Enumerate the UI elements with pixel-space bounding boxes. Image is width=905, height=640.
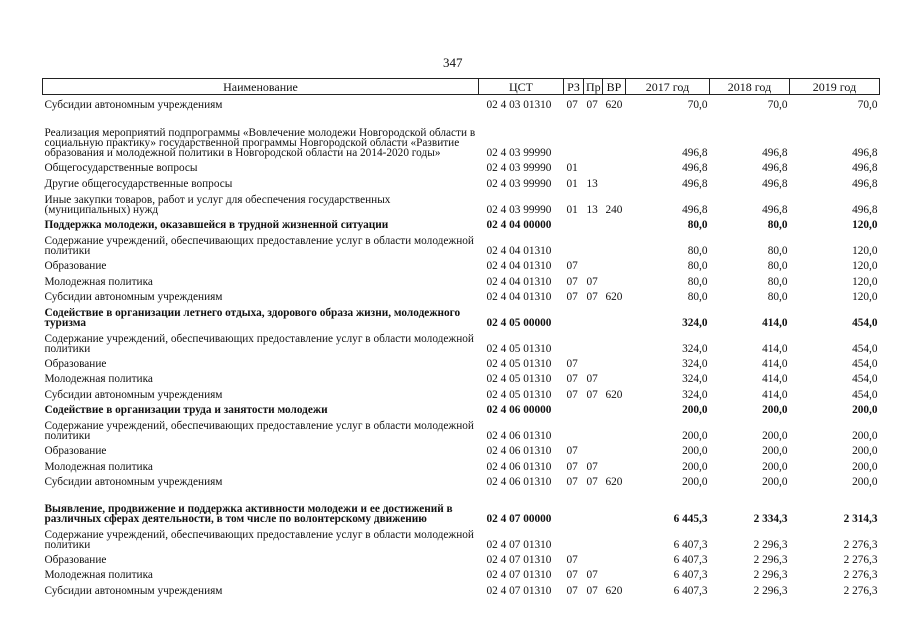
cell-cst: 02 4 07 01310 [486, 584, 552, 597]
cell-2018: 2 296,3 [753, 584, 788, 597]
cell-rz: 07 [566, 275, 578, 288]
cell-2018: 2 296,3 [753, 553, 788, 566]
cell-rz [564, 230, 584, 256]
cell-rz [564, 400, 584, 415]
cell-cst: 02 4 05 01310 [486, 357, 552, 370]
cell-2017: 6 407,3 [673, 584, 708, 597]
cell-2018: 2 334,3 [753, 512, 788, 525]
cell-pr [584, 487, 603, 524]
cell-cst: 02 4 06 01310 [486, 460, 552, 473]
cell-2018: 496,8 [762, 146, 788, 159]
cell-vr [603, 328, 626, 354]
table-row [43, 441, 880, 456]
cell-2017: 200,0 [682, 404, 708, 417]
cell-cst: 02 4 04 01310 [486, 260, 552, 273]
cell-2018: 200,0 [762, 445, 788, 458]
cell-pr: 13 [586, 177, 598, 190]
table-row [43, 369, 880, 384]
cell-pr [584, 354, 603, 369]
cell-2017: 324,0 [682, 388, 708, 401]
cell-2019: 200,0 [852, 429, 878, 442]
cell-2017: 200,0 [682, 476, 708, 489]
cell-name: Содействие в организации летнего отдыха, здорового образа жизни, молодежного туризма [44, 306, 461, 329]
cell-name: Образование [44, 445, 107, 458]
cell-vr [603, 271, 626, 286]
cell-name: Содержание учреждений, обеспечивающих предоставление услуг в области молодежной политики [44, 234, 474, 257]
cell-vr: 240 [605, 203, 623, 216]
cell-cst: 02 4 07 00000 [486, 512, 552, 525]
cell-2019: 454,0 [852, 342, 878, 355]
cell-2018: 496,8 [762, 203, 788, 216]
cell-vr [603, 487, 626, 524]
cell-cst: 02 4 07 01310 [486, 538, 552, 551]
cell-vr [603, 173, 626, 188]
cell-name: Молодежная политика [44, 460, 153, 473]
cell-name: Иные закупки товаров, работ и услуг для обеспечения государственных (муниципальных) нужд [44, 193, 391, 216]
cell-2019: 496,8 [852, 203, 878, 216]
cell-rz: 07 [566, 373, 578, 386]
cell-pr [584, 110, 603, 158]
cell-2019: 496,8 [852, 162, 878, 175]
cell-2019: 200,0 [852, 476, 878, 489]
cell-2019: 496,8 [852, 177, 878, 190]
cell-rz: 07 [566, 290, 578, 303]
table-row [43, 487, 880, 524]
cell-2019: 454,0 [852, 388, 878, 401]
cell-2018: 200,0 [762, 476, 788, 489]
cell-pr [584, 302, 603, 328]
cell-pr [584, 524, 603, 550]
header-pr: Пр [584, 79, 603, 95]
cell-2017: 6 407,3 [673, 569, 708, 582]
cell-pr: 07 [586, 275, 598, 288]
cell-cst: 02 4 03 99990 [486, 203, 552, 216]
cell-vr: 620 [605, 388, 623, 401]
cell-cst: 02 4 04 01310 [486, 290, 552, 303]
table-row [43, 384, 880, 399]
cell-vr [603, 256, 626, 271]
cell-pr: 07 [586, 584, 598, 597]
table-row [43, 287, 880, 302]
cell-2019: 120,0 [852, 260, 878, 273]
cell-name: Поддержка молодежи, оказавшейся в трудной жизненной ситуации [44, 218, 389, 231]
table-row [43, 215, 880, 230]
cell-rz: 07 [566, 460, 578, 473]
cell-name: Содержание учреждений, обеспечивающих предоставление услуг в области молодежной политики [44, 332, 474, 355]
cell-vr [603, 441, 626, 456]
cell-2017: 80,0 [687, 275, 708, 288]
cell-2019: 70,0 [857, 99, 878, 112]
cell-2017: 80,0 [687, 244, 708, 257]
cell-cst: 02 4 06 01310 [486, 429, 552, 442]
cell-vr: 620 [605, 290, 623, 303]
table-row [43, 110, 880, 158]
cell-2019: 2 276,3 [843, 538, 878, 551]
table-row [43, 580, 880, 595]
cell-2019: 2 276,3 [843, 569, 878, 582]
cell-vr [603, 230, 626, 256]
cell-pr [584, 230, 603, 256]
cell-2018: 496,8 [762, 177, 788, 190]
cell-name: Содействие в организации труда и занятости молодежи [44, 404, 328, 417]
cell-2018: 2 296,3 [753, 538, 788, 551]
cell-vr [603, 415, 626, 441]
table-row [43, 456, 880, 471]
cell-name: Молодежная политика [44, 275, 153, 288]
cell-cst: 02 4 05 00000 [486, 316, 552, 329]
table-row [43, 472, 880, 487]
cell-2017: 70,0 [687, 99, 708, 112]
cell-cst: 02 4 06 00000 [486, 404, 552, 417]
table-row [43, 565, 880, 580]
cell-name: Другие общегосударственные вопросы [44, 177, 233, 190]
table-row [43, 400, 880, 415]
cell-2017: 324,0 [682, 357, 708, 370]
cell-cst: 02 4 03 99990 [486, 146, 552, 159]
cell-2017: 496,8 [682, 203, 708, 216]
header-2017: 2017 год [626, 79, 710, 95]
header-cst: ЦСТ [479, 79, 564, 95]
cell-rz [564, 328, 584, 354]
cell-pr: 13 [586, 203, 598, 216]
cell-vr: 620 [605, 476, 623, 489]
cell-rz: 07 [566, 553, 578, 566]
cell-2018: 414,0 [762, 342, 788, 355]
cell-pr [584, 400, 603, 415]
cell-rz [564, 215, 584, 230]
table-row [43, 230, 880, 256]
cell-vr [603, 400, 626, 415]
budget-table [42, 78, 880, 596]
header-vr: ВР [603, 79, 626, 95]
cell-pr: 07 [586, 99, 598, 112]
cell-name: Молодежная политика [44, 569, 153, 582]
cell-2017: 200,0 [682, 460, 708, 473]
cell-pr [584, 441, 603, 456]
cell-name: Образование [44, 553, 107, 566]
cell-2017: 200,0 [682, 445, 708, 458]
cell-cst: 02 4 03 01310 [486, 99, 552, 112]
cell-2019: 2 276,3 [843, 553, 878, 566]
cell-vr: 620 [605, 99, 623, 112]
header-2019: 2019 год [790, 79, 880, 95]
cell-2018: 496,8 [762, 162, 788, 175]
table-row [43, 524, 880, 550]
cell-pr: 07 [586, 460, 598, 473]
cell-vr [603, 550, 626, 565]
table-body [43, 95, 880, 596]
table-row [43, 550, 880, 565]
cell-2018: 80,0 [767, 275, 788, 288]
cell-name: Субсидии автономным учреждениям [44, 476, 223, 489]
table-row [43, 173, 880, 188]
cell-pr [584, 256, 603, 271]
cell-2019: 120,0 [852, 275, 878, 288]
cell-2017: 80,0 [687, 290, 708, 303]
cell-rz [564, 302, 584, 328]
cell-cst: 02 4 07 01310 [486, 569, 552, 582]
table-header-row [43, 79, 880, 95]
cell-vr [603, 354, 626, 369]
cell-2019: 2 276,3 [843, 584, 878, 597]
cell-name: Молодежная политика [44, 373, 153, 386]
cell-cst: 02 4 04 01310 [486, 244, 552, 257]
cell-cst: 02 4 03 99990 [486, 177, 552, 190]
cell-2018: 200,0 [762, 404, 788, 417]
header-rz: РЗ [564, 79, 584, 95]
cell-2017: 6 445,3 [673, 512, 708, 525]
cell-2017: 324,0 [682, 373, 708, 386]
cell-rz: 01 [566, 162, 578, 175]
table-row [43, 328, 880, 354]
cell-rz [564, 487, 584, 524]
cell-cst: 02 4 05 01310 [486, 342, 552, 355]
cell-2017: 496,8 [682, 177, 708, 190]
cell-pr: 07 [586, 476, 598, 489]
cell-name: Выявление, продвижение и поддержка активности молодежи и ее достижений в различных сферах деятельности, в том числе по волонтерскому движению [44, 502, 453, 525]
cell-vr [603, 456, 626, 471]
table-row [43, 256, 880, 271]
cell-vr [603, 158, 626, 173]
cell-cst: 02 4 04 01310 [486, 275, 552, 288]
cell-vr [603, 302, 626, 328]
cell-rz: 07 [566, 445, 578, 458]
cell-rz: 07 [566, 476, 578, 489]
cell-cst: 02 4 06 01310 [486, 445, 552, 458]
cell-2019: 454,0 [852, 316, 878, 329]
cell-2019: 2 314,3 [843, 512, 878, 525]
cell-2018: 414,0 [762, 316, 788, 329]
cell-name: Содержание учреждений, обеспечивающих предоставление услуг в области молодежной политики [44, 528, 474, 551]
cell-2018: 80,0 [767, 218, 788, 231]
cell-vr [603, 215, 626, 230]
cell-2018: 70,0 [767, 99, 788, 112]
cell-vr [603, 369, 626, 384]
cell-2017: 200,0 [682, 429, 708, 442]
cell-pr [584, 415, 603, 441]
table-row [43, 302, 880, 328]
page-number: 347 [443, 55, 463, 70]
cell-2018: 80,0 [767, 244, 788, 257]
cell-2019: 454,0 [852, 357, 878, 370]
table-row [43, 354, 880, 369]
cell-2018: 414,0 [762, 357, 788, 370]
cell-2017: 80,0 [687, 260, 708, 273]
cell-2017: 80,0 [687, 218, 708, 231]
cell-2019: 454,0 [852, 373, 878, 386]
cell-2018: 414,0 [762, 388, 788, 401]
header-name: Наименование [43, 79, 479, 95]
cell-cst: 02 4 07 01310 [486, 553, 552, 566]
cell-pr: 07 [586, 569, 598, 582]
cell-2019: 120,0 [852, 244, 878, 257]
cell-name: Общегосударственные вопросы [44, 162, 198, 175]
cell-rz: 07 [566, 569, 578, 582]
cell-cst: 02 4 03 99990 [486, 162, 552, 175]
cell-pr: 07 [586, 290, 598, 303]
cell-vr [603, 110, 626, 158]
cell-2018: 414,0 [762, 373, 788, 386]
cell-2017: 496,8 [682, 162, 708, 175]
cell-rz: 07 [566, 388, 578, 401]
cell-vr [603, 524, 626, 550]
cell-rz: 07 [566, 99, 578, 112]
cell-cst: 02 4 05 01310 [486, 373, 552, 386]
cell-2018: 80,0 [767, 290, 788, 303]
cell-2017: 324,0 [682, 342, 708, 355]
cell-name: Образование [44, 357, 107, 370]
cell-pr [584, 215, 603, 230]
cell-vr: 620 [605, 584, 623, 597]
cell-2018: 200,0 [762, 460, 788, 473]
cell-2017: 6 407,3 [673, 538, 708, 551]
cell-rz [564, 524, 584, 550]
cell-2017: 324,0 [682, 316, 708, 329]
cell-name: Субсидии автономным учреждениям [44, 99, 223, 112]
header-2018: 2018 год [710, 79, 790, 95]
cell-rz [564, 110, 584, 158]
cell-rz [564, 415, 584, 441]
cell-2019: 200,0 [852, 460, 878, 473]
cell-2018: 200,0 [762, 429, 788, 442]
table-row [43, 95, 880, 111]
table-row [43, 271, 880, 286]
cell-cst: 02 4 04 00000 [486, 218, 552, 231]
cell-2017: 6 407,3 [673, 553, 708, 566]
cell-rz: 01 [566, 203, 578, 216]
cell-name: Образование [44, 260, 107, 273]
table-row [43, 415, 880, 441]
cell-pr: 07 [586, 388, 598, 401]
cell-vr [603, 565, 626, 580]
cell-name: Содержание учреждений, обеспечивающих предоставление услуг в области молодежной политики [44, 419, 474, 442]
cell-name: Реализация мероприятий подпрограммы «Вовлечение молодежи Новгородской области в социальную практику» государственной программы Новгородской области «Развитие образования и молодежной политики в Новгородской области на 2014-2020 годы» [44, 126, 476, 159]
cell-pr [584, 550, 603, 565]
cell-cst: 02 4 06 01310 [486, 476, 552, 489]
cell-rz: 07 [566, 584, 578, 597]
cell-cst: 02 4 05 01310 [486, 388, 552, 401]
cell-2019: 120,0 [852, 218, 878, 231]
cell-pr [584, 328, 603, 354]
table-row [43, 189, 880, 215]
cell-name: Субсидии автономным учреждениям [44, 290, 223, 303]
cell-2019: 200,0 [852, 404, 878, 417]
cell-rz: 07 [566, 357, 578, 370]
cell-name: Субсидии автономным учреждениям [44, 388, 223, 401]
cell-2018: 2 296,3 [753, 569, 788, 582]
cell-name: Субсидии автономным учреждениям [44, 584, 223, 597]
cell-rz: 07 [566, 260, 578, 273]
cell-2019: 200,0 [852, 445, 878, 458]
cell-pr: 07 [586, 373, 598, 386]
cell-rz: 01 [566, 177, 578, 190]
cell-2019: 120,0 [852, 290, 878, 303]
cell-2018: 80,0 [767, 260, 788, 273]
table-row [43, 158, 880, 173]
cell-pr [584, 158, 603, 173]
cell-2019: 496,8 [852, 146, 878, 159]
cell-2017: 496,8 [682, 146, 708, 159]
